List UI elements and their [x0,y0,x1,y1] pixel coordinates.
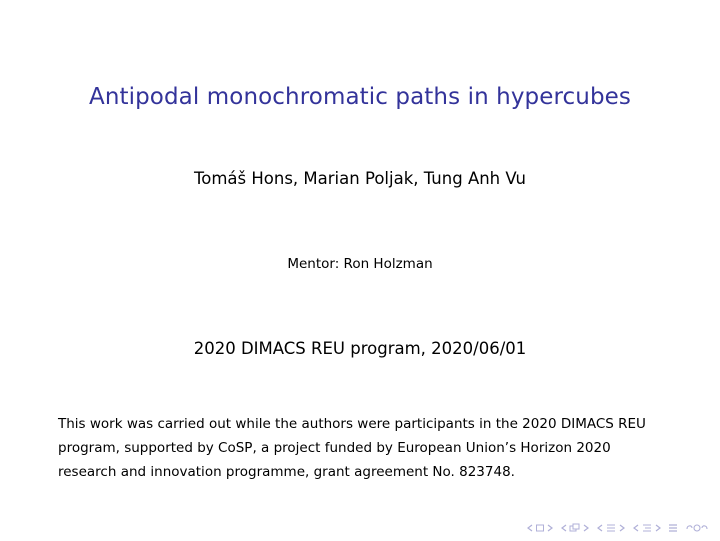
slide-nav-icon[interactable] [526,523,554,533]
program-date: 2020 DIMACS REU program, 2020/06/01 [193,339,527,358]
acknowledgement-footnote: This work was carried out while the authors were participants in the 2020 DIMACS REU program, supported by CoSP, a project funded by European Union’s Horizon 2020 research and innovation programme, grant agreement No. 823748. [58,416,646,480]
slide-title: Antipodal monochromatic paths in hypercubes [88,84,632,110]
align-icon[interactable] [668,523,678,533]
authors: Tomáš Hons, Marian Poljak, Tung Anh Vu [193,169,527,188]
section-nav-icon[interactable] [632,523,662,533]
frame-nav-icon[interactable] [560,523,590,533]
beamer-navigation-bar [526,523,710,533]
search-icon[interactable] [684,523,710,533]
mentor: Mentor: Ron Holzman [287,256,433,272]
subsection-nav-icon[interactable] [596,523,626,533]
